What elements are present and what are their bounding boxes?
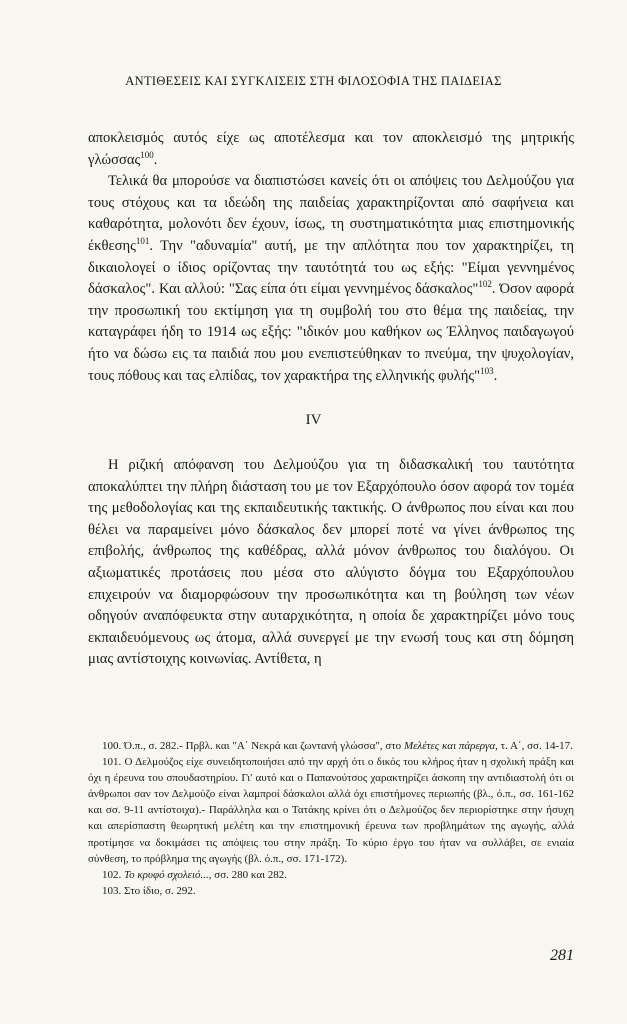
paragraph-section-iv: Η ριζική απόφανση του Δελμούζου για τη διδασκαλική του ταυτότητα αποκαλύπτει την πλήρη διάσταση του με τον Εξαρχόπουλο όσον αφορά τον τομέα της μεθοδολογίας και της εκπαιδευτικής τακτικής. Ο άνθρωπος που είναι και που θέλει να παραμείνει μόνο δάσκαλος δεν μπορεί ποτέ να γίνει άνθρωπος της επιβολής, άνθρωπος της καθέδρας, αλλά μόνον άνθρωπος του διαλόγου. Οι αξιωματικές προτάσεις που μέσα στο αλύγιστο δόγμα του Εξαρχόπουλου επιχειρούν να διαμορφώσουν την προσωπικότητα και τη βούληση των νέων οδηγούν αναπόφευκτα στην αυταρχικότητα, η οποία δε χαρακτηρίζει μόνο τους εκπαιδευόμενους ως άτομα, αλλά συνεργεί με την ενωσή τους και στη δόμηση μιας αντίστοιχης κοινωνίας. Αντίθετα, η [88, 457, 574, 668]
footnote-ref-100: 100 [140, 149, 154, 160]
text-block-section-iv [88, 455, 574, 671]
paragraph-delmouzos-views [88, 171, 574, 387]
page-number: 281 [550, 947, 574, 964]
footnote-title: Μελέτες και πάρεργα [403, 740, 496, 752]
punctuation: . [493, 367, 498, 384]
punctuation: . [153, 151, 158, 168]
footnote-title: Το κρυφό σχολειό... [124, 868, 209, 881]
footnote-100 [88, 738, 574, 754]
paragraph-text: Τελικά θα μπορούσε να διαπιστώσει κανείς ότι οι απόψεις του Δελμούζου για τους στόχους και τα ιδεώδη της παιδείας χαρακτηρίζονται από σαφήνεια και καθαρότητα, μολονότι δεν έχουν, ίσως, τη συστηματικότητα μιας επιστημονικής έκθεσης [88, 173, 574, 254]
footnote-101: 101. Ο Δελμούζος είχε συνειδητοποιήσει από την αρχή ότι ο δικός του κλήρος ήταν η σχολική πράξη και όχι η έρευνα του σπουδαστηρίου. Γι' αυτό και ο Παπανούτσος χαρακτηρίζει άσκοπη την αντιδιαστολή ότι οι άνθρωποι σαν τον Δελμούζο είναι λαμπροί δάσκαλοι αλλά όχι επιστήμονες περιωπής (βλ., ό.π., σσ. 161-162 και σσ. 9-11 αντίστοιχα).- Παράλληλα και ο Τατάκης κρίνει ότι ο Δελμούζος δεν περιορίστηκε στην ήσυχη και απερίσπαστη θεωρητική μελέτη και την επιστημονική έρευνα των προβλημάτων της αγωγής, αλλά προτίμησε να δοκιμάσει τις απόψεις του στην πράξη. Το κύριο έργο του ήταν να συλλάβει, σε ενιαία σύνθεση, το πρόβλημα της αγωγής (βλ. ό.π., σσ. 171-172). [88, 756, 574, 865]
footnotes [88, 738, 574, 899]
footnote-text: , σσ. 280 και 282. [208, 868, 288, 881]
paragraph-text: αποκλεισμός αυτός είχε ως αποτέλεσμα και τον αποκλεισμό της μητρικής γλώσσας [88, 130, 574, 168]
paragraph-text: . Την "αδυναμία" αυτή, με την απλότητα που τον χαρακτηρίζει, τη δικαιολογεί ο ίδιος ορίζοντας την ταυτότητά του ως εξής: "Είμαι γεννημένος δάσκαλος". Και αλλού: "Σας είπα ότι είμαι γεννημένος δάσκαλος" [88, 237, 574, 298]
footnote-ref-102: 102 [478, 279, 492, 290]
paragraph-text: . Όσον αφορά την προσωπική του εκτίμηση για τη συμβολή του στο θέμα της παιδείας, την καταγράφει ήδη το 1914 ως εξής: "ιδικόν μου καθήκον ως Έλληνος παιδαγωγού ήτο να δώσω εις τα παιδιά που μου ενεπιστεύθηκαν το πνεύμα, την ψυχολογίαν, τους πόθους και τας ελπίδας, τον χαρακτήρα της ελληνικής φυλής" [88, 281, 575, 384]
footnote-text: 100. Ό.π., σ. 282.- Πρβλ. και "Α΄ Νεκρά και ζωντανή γλώσσα", στο [102, 740, 404, 752]
running-head: ΑΝΤΙΘΕΣΕΙΣ ΚΑΙ ΣΥΓΚΛΙΣΕΙΣ ΣΤΗ ΦΙΛΟΣΟΦΙΑ ΤΗΣ ΠΑΙΔΕΙΑΣ [125, 74, 502, 88]
section-heading: IV [305, 412, 322, 428]
footnote-103: 103. Στο ίδιο, σ. 292. [102, 884, 196, 897]
paragraph-continuation [88, 128, 574, 171]
footnote-ref-101: 101 [135, 236, 150, 247]
text-block-top [88, 128, 574, 387]
footnote-ref-103: 103 [480, 365, 494, 376]
footnote-text: , τ. Α΄, σσ. 14-17. [495, 740, 573, 752]
footnote-102 [88, 867, 574, 883]
footnote-text: 102. [102, 868, 124, 881]
